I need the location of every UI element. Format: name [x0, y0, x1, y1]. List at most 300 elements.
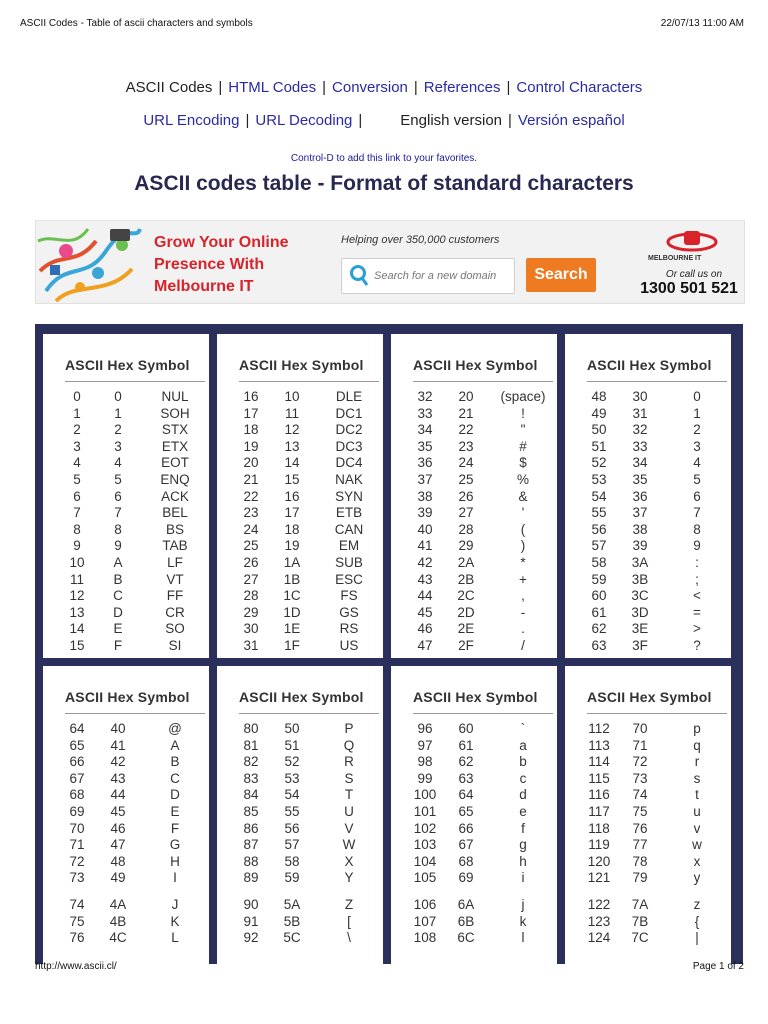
symbol-cell: & — [518, 488, 528, 504]
symbol-cell: r — [694, 754, 700, 770]
ascii-table-row — [63, 897, 203, 913]
symbol-cell: ) — [520, 538, 526, 554]
decimal-cell: 21 — [243, 472, 259, 487]
symbol-cell: W — [342, 837, 356, 853]
hex-cell: 33 — [632, 438, 648, 454]
symbol-cell: V — [344, 820, 354, 836]
ascii-table-row — [237, 804, 377, 820]
hex-cell: 2B — [457, 571, 475, 587]
hex-cell: 52 — [284, 754, 300, 770]
hex-cell: 72 — [632, 754, 648, 770]
decimal-cell: 71 — [69, 837, 85, 853]
symbol-cell: S — [344, 770, 354, 786]
ascii-table-row — [63, 870, 203, 886]
symbol-cell: X — [344, 853, 354, 869]
hex-cell: 7C — [631, 930, 649, 946]
nav-separator: | — [413, 79, 418, 96]
ascii-table-row — [585, 821, 725, 837]
hex-cell: 45 — [110, 804, 126, 819]
ascii-table-row — [63, 914, 203, 930]
melbourne-it-ad-banner[interactable] — [35, 220, 745, 304]
symbol-cell: 2 — [693, 422, 701, 438]
hex-cell: 29 — [458, 538, 474, 554]
decimal-cell: 101 — [413, 804, 437, 819]
symbol-cell: DC4 — [335, 455, 363, 471]
ascii-table-row — [63, 572, 203, 588]
hex-cell: 47 — [110, 837, 126, 853]
ascii-table-row — [585, 555, 725, 571]
ascii-table-row — [411, 804, 551, 820]
hex-cell: 65 — [458, 804, 474, 819]
ascii-table-row — [237, 538, 377, 554]
print-title: ASCII Codes - Table of ascii characters and symbols — [20, 18, 253, 29]
symbol-cell: w — [692, 837, 702, 853]
symbol-cell: y — [693, 870, 701, 886]
decimal-cell: 50 — [591, 422, 607, 438]
ascii-table-row — [237, 455, 377, 471]
hex-cell: 16 — [284, 488, 300, 504]
hex-cell: 6A — [457, 897, 475, 912]
hex-cell: 64 — [458, 787, 474, 803]
decimal-cell: 61 — [591, 604, 607, 620]
symbol-cell: FS — [340, 588, 358, 604]
symbol-cell: 6 — [693, 488, 701, 504]
hex-cell: 2 — [114, 422, 122, 438]
nav-link-versi-n-espa-ol[interactable]: Versión español — [517, 112, 625, 129]
decimal-cell: 37 — [417, 472, 433, 487]
hex-cell: 36 — [632, 488, 648, 504]
symbol-cell: U — [344, 804, 354, 819]
hex-cell: 8 — [114, 521, 122, 537]
hex-cell: 31 — [632, 405, 648, 421]
decimal-cell: 72 — [69, 853, 85, 869]
ascii-table-row — [411, 930, 551, 946]
ascii-table-box — [43, 666, 209, 966]
hex-cell: 2C — [457, 588, 475, 604]
decimal-cell: 115 — [588, 770, 610, 786]
hex-cell: 78 — [632, 853, 648, 869]
hex-cell: 4C — [109, 930, 127, 946]
symbol-cell: > — [693, 621, 701, 637]
ascii-table-row — [411, 638, 551, 654]
hex-cell: 17 — [284, 505, 300, 521]
ascii-table-row — [585, 754, 725, 770]
decimal-cell: 10 — [69, 555, 85, 570]
ascii-table-header: ASCII Hex Symbol — [587, 357, 727, 382]
hex-cell: 66 — [458, 820, 474, 836]
symbol-cell: SI — [168, 638, 182, 653]
hex-cell: 54 — [284, 787, 300, 803]
ascii-table-row — [237, 389, 377, 405]
hex-cell: 6B — [457, 913, 475, 929]
ascii-table-row — [585, 406, 725, 422]
hex-cell: 48 — [110, 853, 126, 869]
decimal-cell: 40 — [417, 521, 433, 537]
secondary-nav — [0, 112, 768, 129]
ascii-table-row — [63, 439, 203, 455]
print-header — [20, 18, 744, 29]
hex-cell: 57 — [284, 837, 300, 853]
hex-cell: 2F — [458, 638, 474, 653]
ascii-table-box — [391, 334, 557, 658]
ascii-table-row — [585, 738, 725, 754]
ad-headline-line-2: Presence With — [154, 256, 265, 273]
ascii-table-header: ASCII Hex Symbol — [239, 357, 379, 382]
ascii-table-row — [63, 422, 203, 438]
decimal-cell: 97 — [417, 737, 433, 753]
decimal-cell: 20 — [243, 455, 259, 471]
ascii-table-header: ASCII Hex Symbol — [65, 689, 205, 714]
ascii-table-row — [237, 588, 377, 604]
ascii-table-row — [585, 422, 725, 438]
hex-cell: 21 — [458, 405, 474, 421]
symbol-cell: LF — [167, 555, 183, 570]
decimal-cell: 47 — [417, 638, 433, 653]
magnifier-icon — [348, 264, 370, 288]
ascii-table-row — [63, 522, 203, 538]
symbol-cell: = — [693, 604, 701, 620]
decimal-cell: 123 — [587, 913, 611, 929]
ascii-table-row — [585, 389, 725, 405]
ascii-table-row — [237, 422, 377, 438]
nav-separator: | — [358, 112, 363, 129]
symbol-cell: u — [693, 804, 701, 819]
hex-cell: 4 — [114, 455, 122, 471]
hex-cell: 5 — [114, 472, 122, 487]
hex-cell: 28 — [458, 521, 474, 537]
ascii-table-row — [585, 505, 725, 521]
decimal-cell: 81 — [243, 737, 259, 753]
ascii-table-row — [237, 837, 377, 853]
search-button[interactable]: Search — [526, 258, 596, 292]
decimal-cell: 31 — [243, 638, 259, 653]
symbol-cell: 8 — [693, 521, 701, 537]
symbol-cell: { — [694, 913, 700, 929]
symbol-cell: d — [519, 787, 527, 803]
symbol-cell: SUB — [335, 555, 363, 570]
ascii-table-row — [585, 489, 725, 505]
hex-cell: 74 — [632, 787, 648, 803]
symbol-cell: SO — [165, 621, 185, 637]
symbol-cell: (space) — [500, 389, 546, 404]
decimal-cell: 2 — [73, 422, 81, 438]
ascii-table-row — [585, 638, 725, 654]
decimal-cell: 28 — [243, 588, 259, 604]
ascii-table-row — [411, 505, 551, 521]
decimal-cell: 17 — [243, 405, 259, 421]
symbol-cell: DLE — [335, 389, 363, 404]
ascii-table-row — [237, 439, 377, 455]
decimal-cell: 56 — [591, 521, 607, 537]
hex-cell: 61 — [458, 737, 474, 753]
hex-cell: 67 — [458, 837, 474, 853]
decimal-cell: 26 — [243, 555, 259, 570]
symbol-cell: 4 — [693, 455, 701, 471]
ascii-table-row — [411, 754, 551, 770]
decimal-cell: 62 — [591, 621, 607, 637]
decimal-cell: 8 — [73, 521, 81, 537]
hex-cell: 1E — [283, 621, 301, 637]
decimal-cell: 46 — [417, 621, 433, 637]
symbol-cell: ENQ — [160, 472, 190, 487]
hex-cell: 27 — [458, 505, 474, 521]
hex-cell: 3E — [631, 621, 649, 637]
symbol-cell: p — [693, 721, 701, 736]
decimal-cell: 87 — [243, 837, 259, 853]
symbol-cell: VT — [166, 571, 184, 587]
ascii-table-row — [411, 472, 551, 488]
ascii-table-row — [411, 870, 551, 886]
ascii-table-row — [411, 837, 551, 853]
hex-cell: 38 — [632, 521, 648, 537]
hex-cell: 43 — [110, 770, 126, 786]
hex-cell: 1B — [283, 571, 301, 587]
decimal-cell: 9 — [73, 538, 81, 554]
hex-cell: 25 — [458, 472, 474, 487]
ascii-table-row — [411, 439, 551, 455]
hex-cell: 20 — [458, 389, 474, 404]
symbol-cell: q — [693, 737, 701, 753]
page-title: ASCII codes table - Format of standard characters — [134, 172, 634, 195]
ascii-table-row — [63, 638, 203, 654]
hex-cell: 40 — [110, 721, 126, 736]
symbol-cell: | — [695, 930, 699, 946]
symbol-cell: EM — [338, 538, 360, 554]
decimal-cell: 124 — [587, 930, 611, 946]
favorites-note: Control-D to add this link to your favorites. — [290, 153, 478, 164]
decimal-cell: 11 — [69, 571, 84, 587]
symbol-cell: i — [521, 870, 525, 886]
decimal-cell: 107 — [413, 913, 437, 929]
ascii-table-row — [411, 738, 551, 754]
ascii-table-row — [585, 439, 725, 455]
hex-cell: 1A — [283, 555, 301, 570]
decimal-cell: 121 — [587, 870, 611, 886]
decimal-cell: 16 — [243, 389, 259, 404]
ad-headline-line-1: Grow Your Online — [154, 234, 289, 251]
decimal-cell: 1 — [73, 405, 81, 421]
symbol-cell: 5 — [693, 472, 701, 487]
hex-cell: D — [113, 604, 123, 620]
decimal-cell: 18 — [243, 422, 259, 438]
hex-cell: 0 — [114, 389, 122, 404]
decimal-cell: 3 — [73, 438, 81, 454]
hex-cell: 4A — [109, 897, 127, 912]
decimal-cell: 80 — [243, 721, 259, 736]
symbol-cell: Y — [344, 870, 354, 886]
decimal-cell: 74 — [69, 897, 85, 912]
symbol-cell: ETB — [335, 505, 363, 521]
ad-phone[interactable]: 1300 501 521 — [640, 280, 738, 297]
symbol-cell: # — [519, 438, 527, 454]
hex-cell: 50 — [284, 721, 300, 736]
ascii-table-row — [411, 771, 551, 787]
decimal-cell: 75 — [69, 913, 85, 929]
symbol-cell: j — [521, 897, 525, 912]
ascii-table-row — [237, 638, 377, 654]
hex-cell: 69 — [458, 870, 474, 886]
hex-cell: 1F — [284, 638, 300, 653]
symbol-cell: RS — [339, 621, 359, 637]
hex-cell: 10 — [284, 389, 300, 404]
symbol-cell: v — [693, 820, 701, 836]
nav-separator: | — [218, 79, 223, 96]
ascii-table-row — [237, 621, 377, 637]
decimal-cell: 69 — [69, 804, 85, 819]
decimal-cell: 122 — [587, 897, 611, 912]
nav-link-html-codes[interactable]: HTML Codes — [228, 79, 317, 96]
hex-cell: C — [113, 588, 123, 604]
network-illustration-icon — [36, 221, 144, 303]
ascii-table-row — [411, 914, 551, 930]
decimal-cell: 44 — [417, 588, 433, 604]
nav-link-conversion[interactable]: Conversion — [332, 79, 408, 96]
decimal-cell: 120 — [587, 853, 611, 869]
hex-cell: 76 — [632, 820, 648, 836]
symbol-cell: ACK — [161, 488, 189, 504]
symbol-cell: DC3 — [335, 438, 363, 454]
ascii-table-row — [585, 914, 725, 930]
ascii-table-row — [237, 505, 377, 521]
ascii-table-row — [585, 572, 725, 588]
ascii-table-box — [565, 666, 731, 966]
ascii-table-row — [411, 572, 551, 588]
symbol-cell: + — [519, 571, 527, 587]
domain-search-placeholder: Search for a new domain — [374, 270, 497, 282]
ascii-table-row — [63, 621, 203, 637]
hex-cell: 46 — [110, 820, 126, 836]
nav-link-english-version: English version — [400, 112, 503, 129]
hex-cell: 7A — [631, 897, 649, 912]
decimal-cell: 85 — [243, 804, 259, 819]
ascii-table-row — [585, 771, 725, 787]
hex-cell: 55 — [284, 804, 300, 819]
ascii-table-row — [585, 621, 725, 637]
ascii-table-row — [237, 406, 377, 422]
ascii-table-box — [565, 334, 731, 658]
ascii-table-grid — [35, 324, 743, 964]
ad-headline — [154, 232, 289, 298]
hex-cell: 4B — [109, 913, 127, 929]
ascii-table-box — [217, 334, 383, 658]
ascii-table-row — [411, 489, 551, 505]
symbol-cell: x — [693, 853, 701, 869]
nav-separator: | — [506, 79, 511, 96]
symbol-cell: D — [170, 787, 180, 803]
hex-cell: 3C — [631, 588, 649, 604]
ascii-table-row — [63, 588, 203, 604]
nav-link-ascii-codes: ASCII Codes — [125, 79, 213, 96]
nav-link-control-characters[interactable]: Control Characters — [516, 79, 643, 96]
ascii-table-header: ASCII Hex Symbol — [239, 689, 379, 714]
symbol-cell: h — [519, 853, 527, 869]
decimal-cell: 39 — [417, 505, 433, 521]
symbol-cell: ( — [520, 521, 526, 537]
symbol-cell: DC1 — [335, 405, 363, 421]
symbol-cell: TAB — [162, 538, 188, 554]
ascii-table-row — [411, 538, 551, 554]
symbol-cell: / — [521, 638, 525, 653]
symbol-cell: CR — [165, 604, 185, 620]
decimal-cell: 13 — [69, 604, 85, 620]
hex-cell: 13 — [284, 438, 300, 454]
decimal-cell: 64 — [69, 721, 85, 736]
hex-cell: 3D — [631, 604, 649, 620]
symbol-cell: Q — [343, 737, 355, 753]
ascii-table-row — [63, 455, 203, 471]
melbourne-it-logo — [638, 229, 738, 265]
decimal-cell: 51 — [591, 438, 607, 454]
symbol-cell: 3 — [693, 438, 701, 454]
nav-link-url-encoding[interactable]: URL Encoding — [143, 112, 240, 129]
decimal-cell: 86 — [243, 820, 259, 836]
ascii-table-row — [237, 771, 377, 787]
decimal-cell: 19 — [243, 438, 259, 454]
ascii-table-row — [585, 804, 725, 820]
ascii-table-row — [63, 821, 203, 837]
decimal-cell: 103 — [413, 837, 437, 853]
hex-cell: 12 — [284, 422, 300, 438]
hex-cell: 1D — [283, 604, 301, 620]
symbol-cell: BS — [165, 521, 184, 537]
symbol-cell: SOH — [160, 405, 190, 421]
decimal-cell: 32 — [417, 389, 433, 404]
ascii-table-row — [237, 754, 377, 770]
hex-cell: 18 — [284, 521, 300, 537]
hex-cell: 5C — [283, 930, 301, 946]
decimal-cell: 57 — [591, 538, 607, 554]
ascii-table-row — [63, 489, 203, 505]
symbol-cell: SYN — [335, 488, 363, 504]
decimal-cell: 45 — [417, 604, 433, 620]
decimal-cell: 52 — [591, 455, 607, 471]
decimal-cell: 6 — [73, 488, 81, 504]
symbol-cell: < — [693, 588, 701, 604]
ascii-table-row — [237, 914, 377, 930]
decimal-cell: 53 — [591, 472, 607, 487]
decimal-cell: 65 — [69, 737, 85, 753]
ascii-table-row — [63, 406, 203, 422]
hex-cell: 68 — [458, 853, 474, 869]
symbol-cell: P — [344, 721, 354, 736]
ascii-table-row — [63, 930, 203, 946]
ascii-table-row — [411, 854, 551, 870]
hex-cell: 70 — [632, 721, 648, 736]
hex-cell: 39 — [632, 538, 648, 554]
decimal-cell: 15 — [69, 638, 85, 653]
decimal-cell: 30 — [243, 621, 259, 637]
hex-cell: 37 — [632, 505, 648, 521]
symbol-cell: - — [520, 604, 526, 620]
nav-link-url-decoding[interactable]: URL Decoding — [255, 112, 353, 129]
ad-headline-line-3: Melbourne IT — [154, 278, 254, 295]
symbol-cell: 7 — [693, 505, 701, 521]
symbol-cell: 9 — [693, 538, 701, 554]
decimal-cell: 70 — [69, 820, 85, 836]
symbol-cell: " — [520, 422, 526, 438]
decimal-cell: 98 — [417, 754, 433, 770]
decimal-cell: 66 — [69, 754, 85, 770]
hex-cell: 11 — [284, 405, 299, 421]
decimal-cell: 27 — [243, 571, 259, 587]
ascii-table-row — [585, 930, 725, 946]
domain-search-input[interactable] — [341, 258, 515, 294]
hex-cell: 7 — [114, 505, 122, 521]
nav-link-references[interactable]: References — [423, 79, 501, 96]
decimal-cell: 54 — [591, 488, 607, 504]
ascii-table-row — [411, 621, 551, 637]
ascii-table-header: ASCII Hex Symbol — [65, 357, 205, 382]
